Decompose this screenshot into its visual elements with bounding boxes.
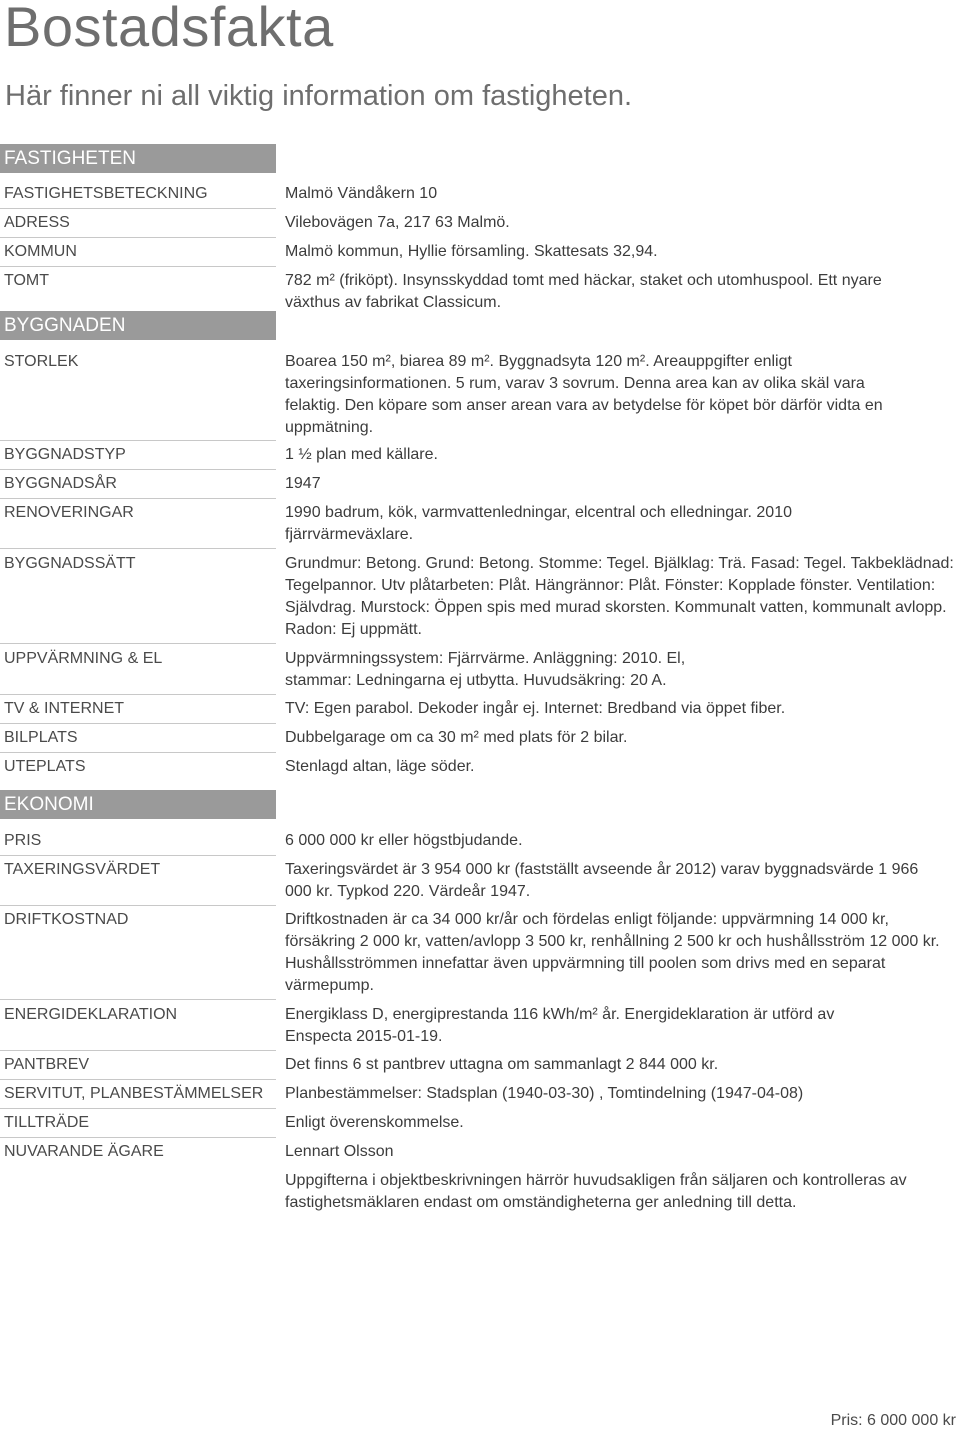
section-header-fastigheten: FASTIGHETEN <box>0 144 276 173</box>
label-fastighetsbeteckning: FASTIGHETSBETECKNING <box>4 185 208 202</box>
label-uteplats: UTEPLATS <box>4 758 86 775</box>
row-divider <box>0 694 276 695</box>
value-pris: 6 000 000 kr eller högstbjudande. <box>285 832 523 849</box>
row-divider <box>0 498 276 499</box>
label-bilplats: BILPLATS <box>4 729 78 746</box>
row-divider <box>0 723 276 724</box>
label-adress: ADRESS <box>4 214 70 231</box>
row-divider <box>0 548 276 549</box>
value-fastighetsbeteckning: Malmö Vändåkern 10 <box>285 185 438 202</box>
value-uppvarmning: Uppvärmningssystem: Fjärrvärme. Anläggning: 2010. El, stammar: Ledningarna ej utbytta. Huvudsäkring: 20 A. <box>285 650 686 689</box>
label-energideklaration: ENERGIDEKLARATION <box>4 1006 178 1023</box>
row-divider <box>0 855 276 856</box>
row-divider <box>0 237 276 238</box>
row-divider <box>0 1137 276 1138</box>
label-byggnadssatt: BYGGNADSSÄTT <box>4 555 136 572</box>
value-tomt: 782 m² (friköpt). Insynsskyddad tomt med häckar, staket och utomhuspool. Ett nyare växthus av fabrikat Classicum. <box>285 272 882 311</box>
label-tomt: TOMT <box>4 272 50 289</box>
label-servitut: SERVITUT, PLANBESTÄMMELSER <box>4 1085 264 1102</box>
value-kommun: Malmö kommun, Hyllie församling. Skattesats 32,94. <box>285 243 658 260</box>
value-storlek: Boarea 150 m², biarea 89 m². Byggnadsyta 120 m². Areauppgifter enligt taxeringsinformationen. 5 rum, varav 3 sovrum. Denna area kan av olika skäl vara felaktig. Den köpare som anser arean vara av betydelse för köpet bör därför vidta en uppmätning. <box>285 353 883 436</box>
row-divider <box>0 1108 276 1109</box>
label-renoveringar: RENOVERINGAR <box>4 504 134 521</box>
row-divider <box>0 643 276 644</box>
value-pantbrev: Det finns 6 st pantbrev uttagna om sammanlagt 2 844 000 kr. <box>285 1056 719 1073</box>
row-divider <box>0 469 276 470</box>
label-byggnadsar: BYGGNADSÅR <box>4 475 117 492</box>
row-divider <box>0 1050 276 1051</box>
value-renoveringar: 1990 badrum, kök, varmvattenledningar, elcentral och elledningar. 2010 fjärrvärmeväxlare. <box>285 504 792 543</box>
disclaimer-text: Uppgifterna i objektbeskrivningen härrör huvudsakligen från säljaren och kontrolleras av fastighetsmäklaren endast om omständigheterna ger anledning till detta. <box>285 1172 907 1211</box>
value-tilltrade: Enligt överenskommelse. <box>285 1114 464 1131</box>
row-divider <box>0 1079 276 1080</box>
value-servitut: Planbestämmelser: Stadsplan (1940-03-30) , Tomtindelning (1947-04-08) <box>285 1085 804 1102</box>
row-divider <box>0 999 276 1000</box>
label-uppvarmning: UPPVÄRMNING & EL <box>4 650 163 667</box>
label-pantbrev: PANTBREV <box>4 1056 90 1073</box>
value-byggnadstyp: 1 ½ plan med källare. <box>285 446 438 463</box>
value-byggnadssatt: Grundmur: Betong. Grund: Betong. Stomme: Tegel. Bjälklag: Trä. Fasad: Tegel. Takbeklädnad: Tegelpannor. Utv plåtarbeten: Plåt. Hängrännor: Plåt. Fönster: Kopplade fönster. Ventilation: Självdrag. Murstock: Öppen spis med murad skorsten. Kommunalt vatten, kommunalt avlopp. Radon: Ej uppmätt. <box>285 555 954 638</box>
label-driftkostnad: DRIFTKOSTNAD <box>4 911 129 928</box>
row-divider <box>0 752 276 753</box>
value-taxeringsvardet: Taxeringsvärdet är 3 954 000 kr (fastställt avseende år 2012) varav byggnadsvärde 1 966 000 kr. Typkod 220. Värdeår 1947. <box>285 861 919 900</box>
row-divider <box>0 208 276 209</box>
section-header-byggnaden: BYGGNADEN <box>0 311 276 340</box>
footer-price: Pris: 6 000 000 kr <box>830 1412 956 1429</box>
row-divider <box>0 266 276 267</box>
value-nuvarande-agare: Lennart Olsson <box>285 1143 394 1160</box>
label-kommun: KOMMUN <box>4 243 77 260</box>
section-header-ekonomi: EKONOMI <box>0 790 276 819</box>
label-storlek: STORLEK <box>4 353 79 370</box>
row-divider <box>0 440 276 441</box>
value-driftkostnad: Driftkostnaden är ca 34 000 kr/år och fördelas enligt följande: uppvärmning 14 000 kr, försäkring 2 000 kr, vatten/avlopp 3 500 kr, renhållning 2 500 kr och hushållsström 12 000 kr. Hushållsströmmen innefattar även uppvärmning till poolen som drivs med en separat värmepump. <box>285 911 940 994</box>
label-tilltrade: TILLTRÄDE <box>4 1114 90 1131</box>
label-pris: PRIS <box>4 832 42 849</box>
label-byggnadstyp: BYGGNADSTYP <box>4 446 126 463</box>
page-subtitle: Här finner ni all viktig information om fastigheten. <box>5 80 633 112</box>
value-bilplats: Dubbelgarage om ca 30 m² med plats för 2 bilar. <box>285 729 628 746</box>
label-tv-internet: TV & INTERNET <box>4 700 125 717</box>
value-adress: Vilebovägen 7a, 217 63 Malmö. <box>285 214 510 231</box>
value-uteplats: Stenlagd altan, läge söder. <box>285 758 475 775</box>
label-nuvarande-agare: NUVARANDE ÄGARE <box>4 1143 164 1160</box>
page-title: Bostadsfakta <box>4 0 334 58</box>
row-divider <box>0 905 276 906</box>
label-taxeringsvardet: TAXERINGSVÄRDET <box>4 861 161 878</box>
value-tv-internet: TV: Egen parabol. Dekoder ingår ej. Internet: Bredband via öppet fiber. <box>285 700 786 717</box>
value-energideklaration: Energiklass D, energiprestanda 116 kWh/m² år. Energideklaration är utförd av Enspecta 2015-01-19. <box>285 1006 835 1045</box>
value-byggnadsar: 1947 <box>285 475 321 492</box>
